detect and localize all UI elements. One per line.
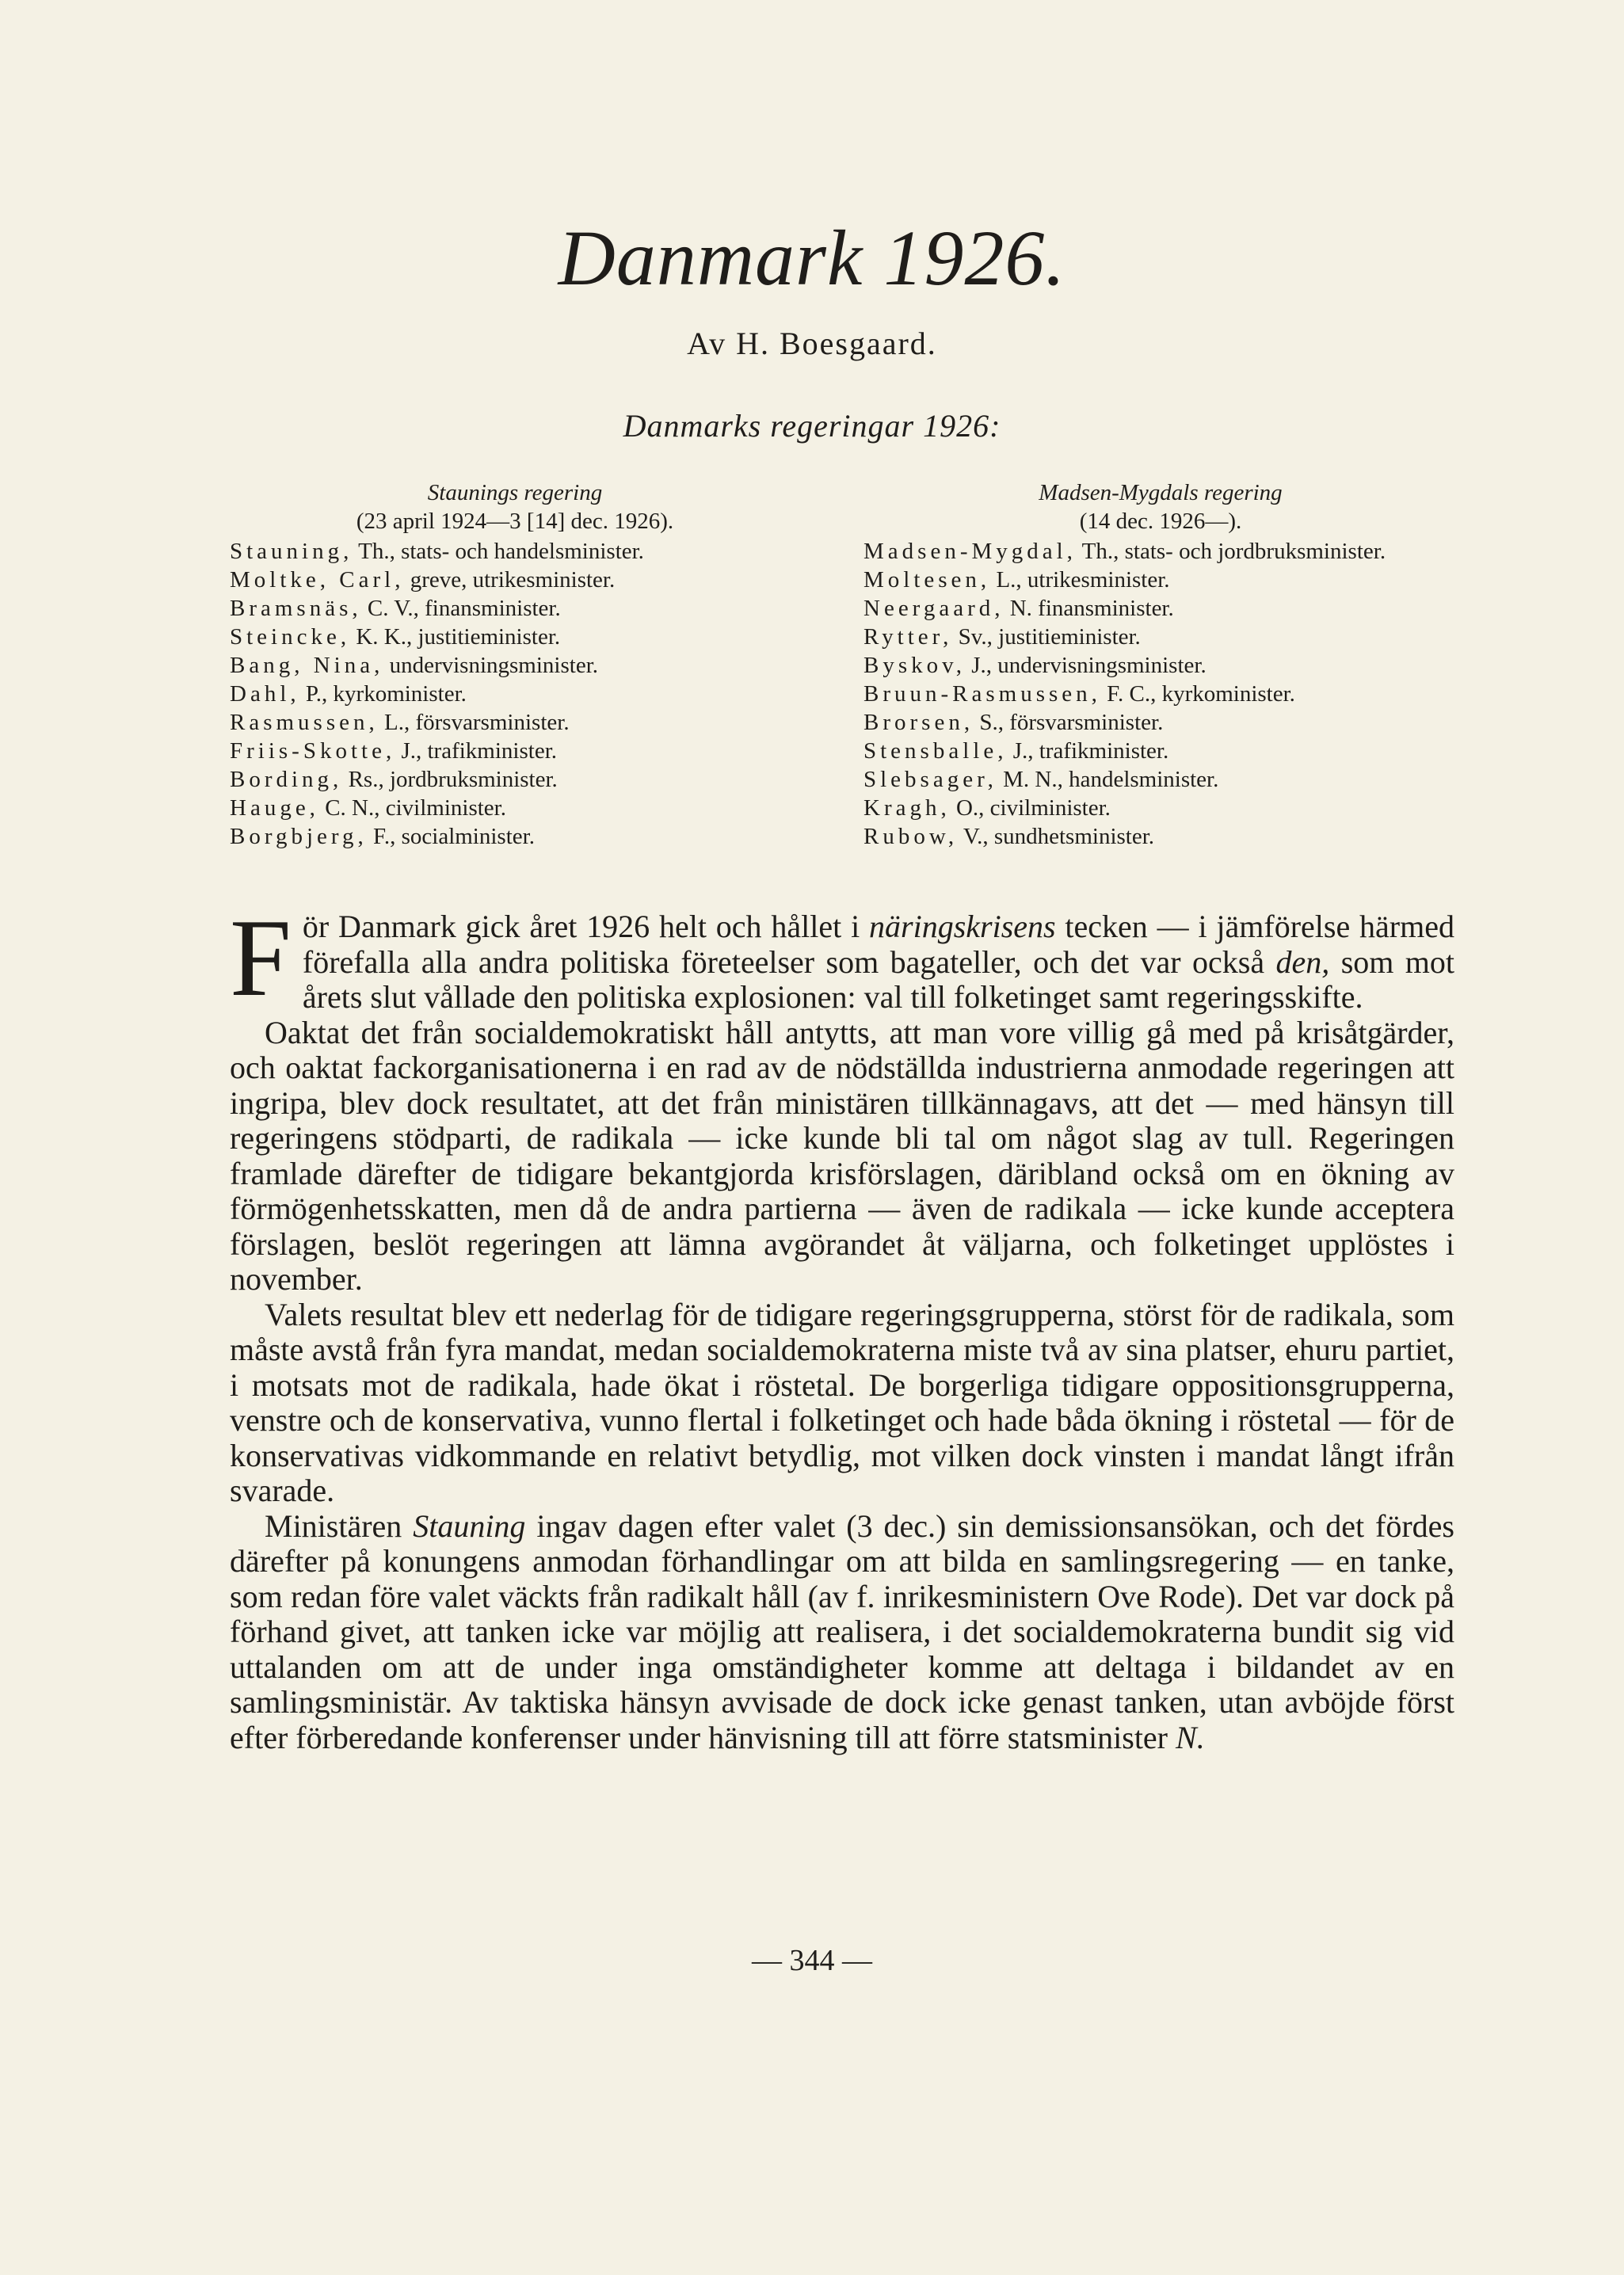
drop-cap: F bbox=[230, 897, 292, 1019]
minister-entry: Bramsnäs, C. V., finansminister. bbox=[230, 596, 561, 621]
minister-list bbox=[863, 537, 1458, 851]
minister-entry: Brorsen, S., försvarsminister. bbox=[863, 710, 1164, 735]
minister-entry: Rubow, V., sundhetsminister. bbox=[863, 824, 1155, 849]
government-dates: (23 april 1924—3 [14] dec. 1926). bbox=[356, 509, 674, 534]
minister-entry: Rytter, Sv., justitieminister. bbox=[863, 624, 1141, 650]
government-dates: (14 dec. 1926—). bbox=[1079, 509, 1242, 534]
government-madsen-mygdal bbox=[863, 478, 1458, 851]
minister-entry: Rasmussen, L., försvarsminister. bbox=[230, 710, 570, 735]
minister-entry: Friis-Skotte, J., trafikminister. bbox=[230, 738, 557, 764]
minister-entry: Dahl, P., kyrkominister. bbox=[230, 681, 467, 707]
paragraph-2: Oaktat det från socialdemokratiskt håll antytts, att man vore villig gå med på krisåtgärder, och oaktat fackorganisationerna i en rad av de nödställda industrierna anmodade regeringen att ingripa, blev dock resultatet, att det från ministären tillkännagavs, att det — med hänsyn till regeringens stödparti, de radikala — icke kunde bli tal om något slag av tull. Regeringen framlade därefter de tidigare bekantgjorda krisförslagen, däribland också om en ökning av förmögenhetsskatten, men då de andra partierna — även de radikala — icke kunde acceptera förslagen, beslöt regeringen att lämna avgörandet åt väljarna, och folketinget upplöstes i november. bbox=[230, 1014, 1454, 1297]
minister-entry: Steincke, K. K., justitieminister. bbox=[230, 624, 561, 650]
minister-entry: Kragh, O., civilminister. bbox=[863, 795, 1111, 821]
article-body bbox=[230, 897, 1455, 1755]
paragraph-1: För Danmark gick året 1926 helt och hållet i näringskrisens tecken — i jämförelse härmed förefalla alla andra politiska företeelser som bagateller, och det var också den, som mot årets slut vållade den politiska explosionen: val till folketinget samt regeringsskifte. bbox=[230, 897, 1455, 1019]
page-number: — 344 — bbox=[752, 1944, 872, 1977]
minister-entry: Stauning, Th., stats- och handelsminister. bbox=[230, 539, 644, 564]
minister-entry: Byskov, J., undervisningsminister. bbox=[863, 653, 1207, 678]
author-line: Av H. Boesgaard. bbox=[687, 326, 937, 361]
minister-entry: Hauge, C. N., civilminister. bbox=[230, 795, 506, 821]
paragraph-4: Ministären Stauning ingav dagen efter valet (3 dec.) sin demissionsansökan, och det fördes därefter på konungens anmodan förhandlingar om att bilda en samlingsregering — en tanke, som redan före valet väckts från radikalt håll (av f. inrikesministern Ove Rode). Det var dock på förhand givet, att tanken icke var möjlig att realisera, i det socialdemokraterna bundit sig vid uttalanden om att de under inga omständigheter komme att deltaga i bildandet av en samlingsministär. Av taktiska hänsyn avvisade de dock icke genast tanken, utan avböjde först efter förberedande konferenser under hänvisning till att förre statsminister N. bbox=[230, 1507, 1454, 1755]
minister-list bbox=[230, 537, 800, 851]
paragraph-3: Valets resultat blev ett nederlag för de tidigare regeringsgrupperna, störst för de radikala, som måste avstå från fyra mandat, medan socialdemokraterna miste två av sina platser, ehuru partiet, i motsats mot de radikala, hade ökat i röstetal. De borgerliga tidigare oppositionsgrupperna, venstre och de konservativa, vunno flertal i folketinget och hade båda ökning i röstetal — för de konservativas vidkommande en relativt betydlig, mot vilken dock vinsten i mandat långt ifrån svarade. bbox=[230, 1296, 1454, 1508]
minister-entry: Madsen-Mygdal, Th., stats- och jordbruksminister. bbox=[863, 539, 1386, 564]
minister-entry: Neergaard, N. finansminister. bbox=[863, 596, 1174, 621]
minister-entry: Bording, Rs., jordbruksminister. bbox=[230, 767, 558, 792]
minister-entry: Moltesen, L., utrikesminister. bbox=[863, 567, 1170, 593]
page-title: Danmark 1926. bbox=[558, 214, 1066, 302]
section-title: Danmarks regeringar 1926: bbox=[623, 408, 1001, 444]
minister-entry: Slebsager, M. N., handelsminister. bbox=[863, 767, 1219, 792]
government-stauning bbox=[230, 478, 800, 851]
minister-entry: Stensballe, J., trafikminister. bbox=[863, 738, 1169, 764]
minister-entry: Bang, Nina, undervisningsminister. bbox=[230, 653, 599, 678]
government-heading: Staunings regering bbox=[427, 480, 603, 505]
minister-entry: Borgbjerg, F., socialminister. bbox=[230, 824, 535, 849]
minister-entry: Moltke, Carl, greve, utrikesminister. bbox=[230, 567, 616, 593]
minister-entry: Bruun-Rasmussen, F. C., kyrkominister. bbox=[863, 681, 1295, 707]
government-heading: Madsen-Mygdals regering bbox=[1039, 480, 1283, 505]
